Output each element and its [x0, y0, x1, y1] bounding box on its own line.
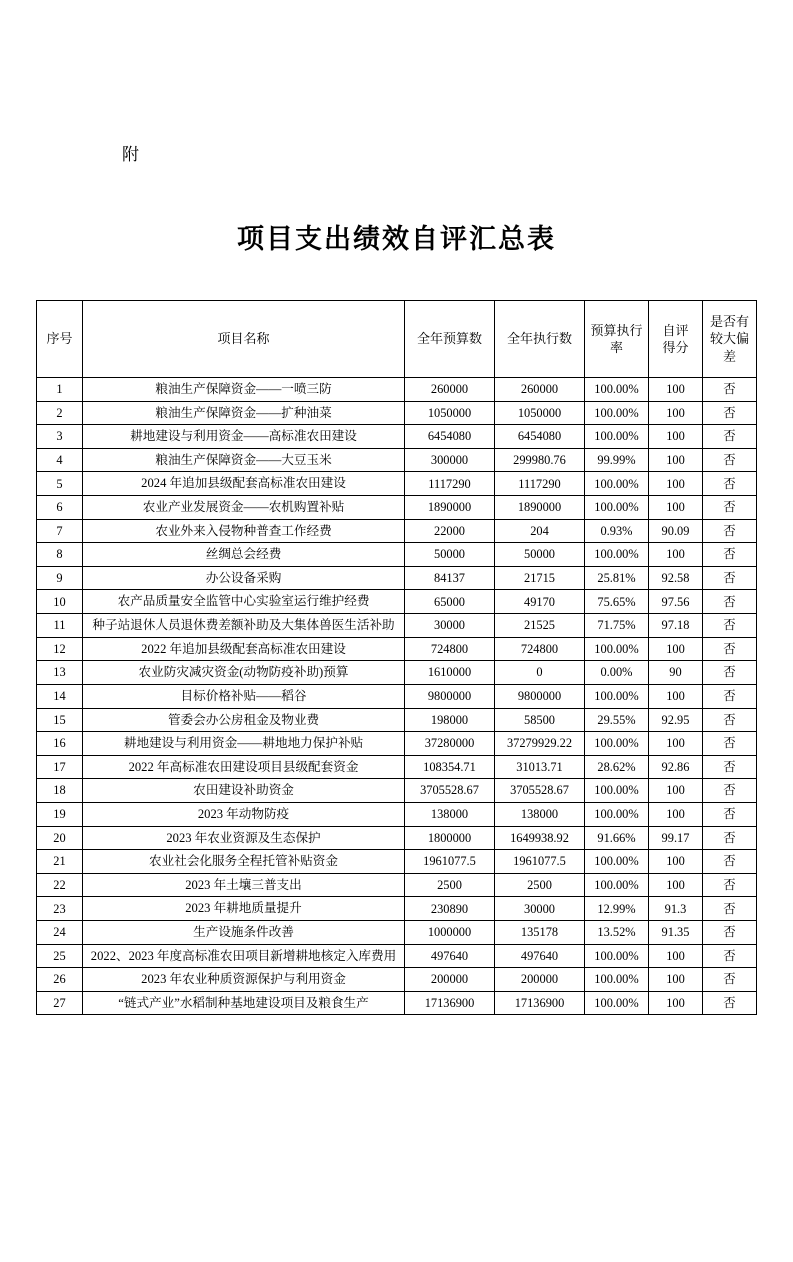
cell-no: 23 [37, 897, 83, 921]
cell-annual-executed: 37279929.22 [495, 732, 585, 756]
cell-annual-budget: 22000 [405, 519, 495, 543]
table-row [37, 991, 757, 1015]
cell-project-name: 管委会办公房租金及物业费 [83, 708, 405, 732]
cell-annual-budget: 3705528.67 [405, 779, 495, 803]
cell-self-score: 100 [649, 732, 703, 756]
cell-annual-budget: 1800000 [405, 826, 495, 850]
cell-annual-budget: 198000 [405, 708, 495, 732]
cell-self-score: 100 [649, 496, 703, 520]
cell-annual-executed: 6454080 [495, 425, 585, 449]
cell-no: 15 [37, 708, 83, 732]
cell-no: 10 [37, 590, 83, 614]
table-row [37, 826, 757, 850]
table-row [37, 897, 757, 921]
cell-large-deviation: 否 [703, 968, 757, 992]
cell-project-name: 耕地建设与利用资金——高标准农田建设 [83, 425, 405, 449]
cell-execution-rate: 71.75% [585, 614, 649, 638]
cell-large-deviation: 否 [703, 472, 757, 496]
cell-large-deviation: 否 [703, 590, 757, 614]
cell-execution-rate: 100.00% [585, 472, 649, 496]
table-row [37, 378, 757, 402]
attachment-label: 附 [122, 145, 140, 164]
table-row [37, 968, 757, 992]
cell-project-name: 生产设施条件改善 [83, 921, 405, 945]
cell-self-score: 91.35 [649, 921, 703, 945]
cell-execution-rate: 100.00% [585, 944, 649, 968]
cell-large-deviation: 否 [703, 921, 757, 945]
table-row [37, 755, 757, 779]
cell-annual-executed: 30000 [495, 897, 585, 921]
column-header-annual-executed: 全年执行数 [495, 301, 585, 378]
cell-self-score: 100 [649, 873, 703, 897]
cell-no: 7 [37, 519, 83, 543]
cell-project-name: 办公设备采购 [83, 566, 405, 590]
cell-project-name: 粮油生产保障资金——扩种油菜 [83, 401, 405, 425]
cell-project-name: 粮油生产保障资金——一喷三防 [83, 378, 405, 402]
cell-annual-budget: 108354.71 [405, 755, 495, 779]
cell-project-name: 2023 年动物防疫 [83, 802, 405, 826]
cell-annual-executed: 3705528.67 [495, 779, 585, 803]
cell-self-score: 100 [649, 401, 703, 425]
cell-self-score: 92.95 [649, 708, 703, 732]
cell-execution-rate: 100.00% [585, 779, 649, 803]
cell-project-name: 2023 年农业种质资源保护与利用资金 [83, 968, 405, 992]
cell-large-deviation: 否 [703, 779, 757, 803]
cell-self-score: 90.09 [649, 519, 703, 543]
cell-project-name: 农产品质量安全监管中心实验室运行维护经费 [83, 590, 405, 614]
execution-rate-line1: 预算执行 [590, 322, 643, 338]
cell-annual-executed: 1890000 [495, 496, 585, 520]
table-row [37, 708, 757, 732]
table-row [37, 425, 757, 449]
column-header-annual-budget: 全年预算数 [405, 301, 495, 378]
cell-project-name: 耕地建设与利用资金——耕地地力保护补贴 [83, 732, 405, 756]
cell-no: 6 [37, 496, 83, 520]
table-row [37, 401, 757, 425]
cell-large-deviation: 否 [703, 637, 757, 661]
cell-annual-executed: 9800000 [495, 684, 585, 708]
cell-annual-executed: 0 [495, 661, 585, 685]
cell-large-deviation: 否 [703, 661, 757, 685]
cell-large-deviation: 否 [703, 448, 757, 472]
table-header [37, 301, 757, 378]
cell-no: 25 [37, 944, 83, 968]
large-deviation-line1: 是否有 [709, 314, 749, 330]
cell-execution-rate: 100.00% [585, 684, 649, 708]
cell-self-score: 100 [649, 850, 703, 874]
table-row [37, 850, 757, 874]
cell-annual-budget: 1050000 [405, 401, 495, 425]
cell-project-name: 农业社会化服务全程托管补贴资金 [83, 850, 405, 874]
table-row [37, 684, 757, 708]
cell-execution-rate: 100.00% [585, 378, 649, 402]
table-row [37, 637, 757, 661]
table-row [37, 543, 757, 567]
cell-execution-rate: 75.65% [585, 590, 649, 614]
cell-execution-rate: 100.00% [585, 425, 649, 449]
cell-execution-rate: 100.00% [585, 802, 649, 826]
cell-project-name: 2022 年高标准农田建设项目县级配套资金 [83, 755, 405, 779]
cell-annual-budget: 37280000 [405, 732, 495, 756]
cell-annual-executed: 135178 [495, 921, 585, 945]
cell-self-score: 100 [649, 472, 703, 496]
cell-large-deviation: 否 [703, 802, 757, 826]
cell-project-name: 农业外来入侵物种普查工作经费 [83, 519, 405, 543]
cell-execution-rate: 13.52% [585, 921, 649, 945]
cell-annual-executed: 58500 [495, 708, 585, 732]
cell-project-name: 农田建设补助资金 [83, 779, 405, 803]
cell-annual-executed: 1117290 [495, 472, 585, 496]
cell-large-deviation: 否 [703, 425, 757, 449]
cell-large-deviation: 否 [703, 708, 757, 732]
cell-annual-executed: 21715 [495, 566, 585, 590]
cell-self-score: 97.56 [649, 590, 703, 614]
cell-annual-budget: 30000 [405, 614, 495, 638]
cell-execution-rate: 100.00% [585, 496, 649, 520]
cell-annual-budget: 1961077.5 [405, 850, 495, 874]
cell-self-score: 100 [649, 779, 703, 803]
cell-project-name: 丝绸总会经费 [83, 543, 405, 567]
cell-no: 13 [37, 661, 83, 685]
table-row [37, 921, 757, 945]
cell-annual-executed: 260000 [495, 378, 585, 402]
cell-large-deviation: 否 [703, 566, 757, 590]
large-deviation-line3: 差 [722, 348, 736, 364]
cell-annual-executed: 17136900 [495, 991, 585, 1015]
table-header-row [37, 301, 757, 378]
cell-large-deviation: 否 [703, 684, 757, 708]
cell-no: 2 [37, 401, 83, 425]
cell-self-score: 97.18 [649, 614, 703, 638]
cell-self-score: 92.58 [649, 566, 703, 590]
cell-self-score: 100 [649, 802, 703, 826]
cell-annual-budget: 1000000 [405, 921, 495, 945]
cell-large-deviation: 否 [703, 496, 757, 520]
cell-no: 27 [37, 991, 83, 1015]
cell-project-name: 粮油生产保障资金——大豆玉米 [83, 448, 405, 472]
performance-summary-table [36, 300, 757, 1015]
table-row [37, 590, 757, 614]
cell-large-deviation: 否 [703, 755, 757, 779]
cell-large-deviation: 否 [703, 944, 757, 968]
cell-large-deviation: 否 [703, 401, 757, 425]
column-header-execution-rate [585, 301, 649, 378]
cell-annual-budget: 1117290 [405, 472, 495, 496]
cell-project-name: “链式产业”水稻制种基地建设项目及粮食生产 [83, 991, 405, 1015]
table-row [37, 873, 757, 897]
cell-no: 4 [37, 448, 83, 472]
cell-project-name: 2022、2023 年度高标准农田项目新增耕地核定入库费用 [83, 944, 405, 968]
cell-project-name: 2024 年追加县级配套高标准农田建设 [83, 472, 405, 496]
cell-annual-executed: 50000 [495, 543, 585, 567]
cell-project-name: 2023 年耕地质量提升 [83, 897, 405, 921]
cell-large-deviation: 否 [703, 732, 757, 756]
cell-annual-executed: 204 [495, 519, 585, 543]
cell-large-deviation: 否 [703, 543, 757, 567]
cell-annual-executed: 2500 [495, 873, 585, 897]
cell-no: 1 [37, 378, 83, 402]
cell-annual-executed: 138000 [495, 802, 585, 826]
cell-annual-budget: 84137 [405, 566, 495, 590]
cell-execution-rate: 100.00% [585, 401, 649, 425]
table-row [37, 661, 757, 685]
cell-self-score: 100 [649, 543, 703, 567]
cell-large-deviation: 否 [703, 850, 757, 874]
table-row [37, 614, 757, 638]
column-header-large-deviation [703, 301, 757, 378]
cell-self-score: 100 [649, 448, 703, 472]
cell-no: 9 [37, 566, 83, 590]
cell-large-deviation: 否 [703, 873, 757, 897]
cell-project-name: 2022 年追加县级配套高标准农田建设 [83, 637, 405, 661]
table-body [37, 378, 757, 1015]
cell-no: 22 [37, 873, 83, 897]
cell-annual-executed: 299980.76 [495, 448, 585, 472]
cell-no: 21 [37, 850, 83, 874]
cell-annual-executed: 724800 [495, 637, 585, 661]
cell-execution-rate: 100.00% [585, 543, 649, 567]
cell-annual-budget: 17136900 [405, 991, 495, 1015]
cell-annual-budget: 65000 [405, 590, 495, 614]
cell-execution-rate: 100.00% [585, 991, 649, 1015]
cell-no: 26 [37, 968, 83, 992]
cell-large-deviation: 否 [703, 991, 757, 1015]
cell-execution-rate: 100.00% [585, 873, 649, 897]
cell-annual-budget: 6454080 [405, 425, 495, 449]
cell-annual-executed: 49170 [495, 590, 585, 614]
cell-self-score: 100 [649, 378, 703, 402]
cell-project-name: 2023 年土壤三普支出 [83, 873, 405, 897]
execution-rate-line2: 率 [609, 340, 623, 355]
cell-no: 11 [37, 614, 83, 638]
cell-self-score: 91.3 [649, 897, 703, 921]
cell-execution-rate: 0.93% [585, 519, 649, 543]
table-row [37, 802, 757, 826]
cell-annual-budget: 300000 [405, 448, 495, 472]
table-row [37, 519, 757, 543]
self-score-line1: 自评 [662, 322, 689, 338]
column-header-self-score [649, 301, 703, 378]
cell-annual-executed: 31013.71 [495, 755, 585, 779]
cell-no: 12 [37, 637, 83, 661]
cell-annual-budget: 497640 [405, 944, 495, 968]
cell-annual-executed: 1961077.5 [495, 850, 585, 874]
cell-annual-budget: 1610000 [405, 661, 495, 685]
cell-project-name: 农业防灾减灾资金(动物防疫补助)预算 [83, 661, 405, 685]
cell-self-score: 99.17 [649, 826, 703, 850]
cell-execution-rate: 100.00% [585, 732, 649, 756]
table-row [37, 566, 757, 590]
cell-project-name: 目标价格补贴——稻谷 [83, 684, 405, 708]
cell-annual-executed: 200000 [495, 968, 585, 992]
column-header-no: 序号 [37, 301, 83, 378]
cell-annual-budget: 2500 [405, 873, 495, 897]
cell-annual-budget: 260000 [405, 378, 495, 402]
cell-self-score: 100 [649, 991, 703, 1015]
cell-annual-executed: 1050000 [495, 401, 585, 425]
cell-execution-rate: 100.00% [585, 637, 649, 661]
cell-project-name: 农业产业发展资金——农机购置补贴 [83, 496, 405, 520]
cell-annual-budget: 724800 [405, 637, 495, 661]
page-title: 项目支出绩效自评汇总表 [237, 224, 556, 254]
column-header-project-name: 项目名称 [83, 301, 405, 378]
cell-annual-budget: 230890 [405, 897, 495, 921]
cell-large-deviation: 否 [703, 614, 757, 638]
cell-no: 8 [37, 543, 83, 567]
cell-no: 19 [37, 802, 83, 826]
cell-large-deviation: 否 [703, 897, 757, 921]
cell-no: 16 [37, 732, 83, 756]
cell-self-score: 90 [649, 661, 703, 685]
cell-annual-executed: 21525 [495, 614, 585, 638]
cell-annual-executed: 497640 [495, 944, 585, 968]
large-deviation-line2: 较大偏 [709, 331, 749, 347]
cell-no: 24 [37, 921, 83, 945]
table-row [37, 472, 757, 496]
cell-self-score: 100 [649, 425, 703, 449]
cell-project-name: 2023 年农业资源及生态保护 [83, 826, 405, 850]
cell-self-score: 92.86 [649, 755, 703, 779]
cell-no: 14 [37, 684, 83, 708]
cell-self-score: 100 [649, 944, 703, 968]
cell-no: 3 [37, 425, 83, 449]
cell-large-deviation: 否 [703, 826, 757, 850]
cell-execution-rate: 12.99% [585, 897, 649, 921]
cell-no: 17 [37, 755, 83, 779]
cell-execution-rate: 25.81% [585, 566, 649, 590]
cell-execution-rate: 100.00% [585, 968, 649, 992]
cell-annual-budget: 200000 [405, 968, 495, 992]
cell-execution-rate: 91.66% [585, 826, 649, 850]
table-row [37, 496, 757, 520]
cell-no: 20 [37, 826, 83, 850]
cell-execution-rate: 0.00% [585, 661, 649, 685]
cell-annual-budget: 138000 [405, 802, 495, 826]
table-row [37, 448, 757, 472]
cell-annual-budget: 50000 [405, 543, 495, 567]
document-page [0, 140, 793, 1262]
cell-self-score: 100 [649, 684, 703, 708]
cell-annual-budget: 1890000 [405, 496, 495, 520]
cell-execution-rate: 100.00% [585, 850, 649, 874]
table-row [37, 732, 757, 756]
cell-large-deviation: 否 [703, 378, 757, 402]
cell-no: 5 [37, 472, 83, 496]
cell-annual-budget: 9800000 [405, 684, 495, 708]
cell-self-score: 100 [649, 968, 703, 992]
cell-execution-rate: 28.62% [585, 755, 649, 779]
cell-execution-rate: 29.55% [585, 708, 649, 732]
cell-self-score: 100 [649, 637, 703, 661]
cell-annual-executed: 1649938.92 [495, 826, 585, 850]
cell-large-deviation: 否 [703, 519, 757, 543]
cell-project-name: 种子站退休人员退休费差额补助及大集体兽医生活补助 [83, 614, 405, 638]
table-row [37, 779, 757, 803]
cell-execution-rate: 99.99% [585, 448, 649, 472]
table-row [37, 944, 757, 968]
cell-no: 18 [37, 779, 83, 803]
self-score-line2: 得分 [662, 340, 689, 355]
